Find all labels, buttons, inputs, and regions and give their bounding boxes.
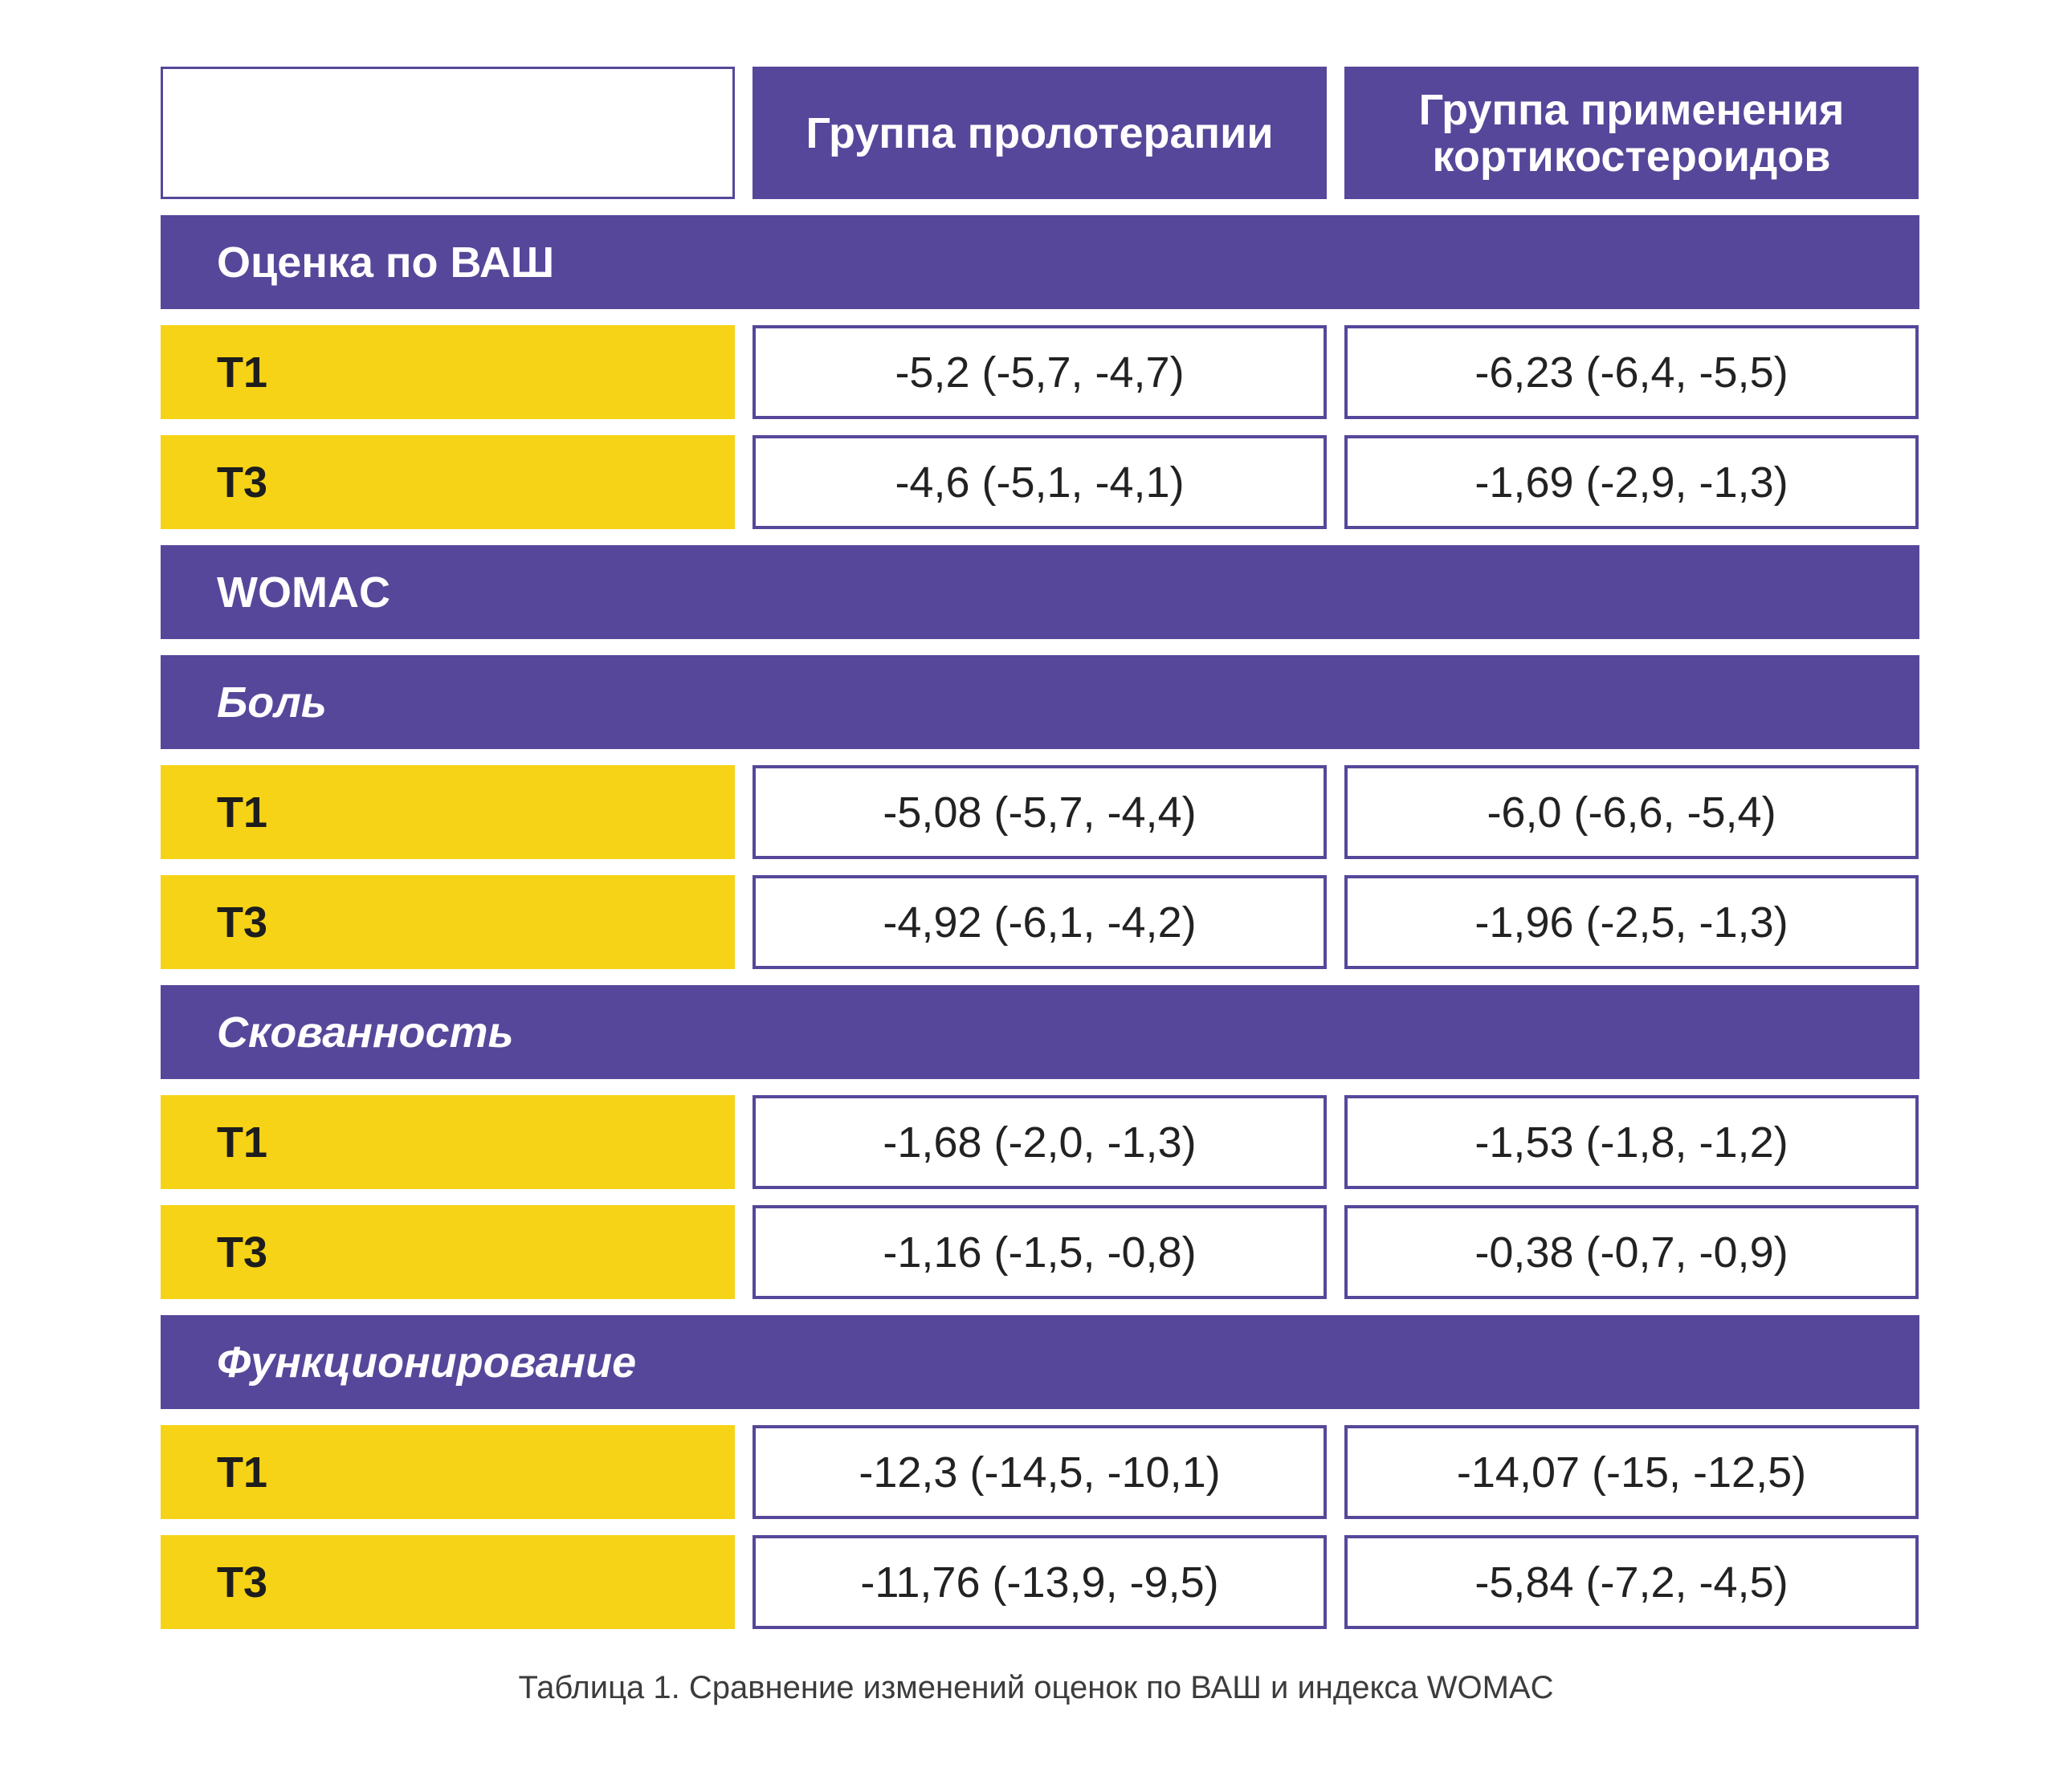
- section-womac: WOMAC: [161, 545, 1919, 639]
- subsection-stiffness: Скованность: [161, 985, 1919, 1079]
- comparison-table: [161, 67, 1919, 1645]
- header-empty-cell: [161, 67, 735, 199]
- table-row: [161, 325, 1919, 419]
- row-label: Т1: [161, 1425, 735, 1519]
- row-label: Т3: [161, 1205, 735, 1299]
- value-cell-corticosteroid: -5,84 (-7,2, -4,5): [1344, 1535, 1919, 1629]
- table-row: [161, 875, 1919, 969]
- value-cell-corticosteroid: -6,23 (-6,4, -5,5): [1344, 325, 1919, 419]
- value-cell-prolotherapy: -4,92 (-6,1, -4,2): [753, 875, 1327, 969]
- value-cell-prolotherapy: -4,6 (-5,1, -4,1): [753, 435, 1327, 529]
- value-cell-corticosteroid: -1,69 (-2,9, -1,3): [1344, 435, 1919, 529]
- value-cell-prolotherapy: -12,3 (-14,5, -10,1): [753, 1425, 1327, 1519]
- section-vas: Оценка по ВАШ: [161, 215, 1919, 309]
- value-cell-corticosteroid: -1,96 (-2,5, -1,3): [1344, 875, 1919, 969]
- table-row: [161, 1205, 1919, 1299]
- row-label: Т3: [161, 875, 735, 969]
- section-row: [161, 985, 1919, 1079]
- subsection-pain: Боль: [161, 655, 1919, 749]
- value-cell-corticosteroid: -6,0 (-6,6, -5,4): [1344, 765, 1919, 859]
- table-header-row: [161, 67, 1919, 199]
- row-label: Т1: [161, 1095, 735, 1189]
- row-label: Т3: [161, 435, 735, 529]
- header-corticosteroid-group: Группа применения кортикостероидов: [1344, 67, 1919, 199]
- subsection-function: Функционирование: [161, 1315, 1919, 1409]
- header-prolotherapy-group: Группа пролотерапии: [753, 67, 1327, 199]
- value-cell-prolotherapy: -1,68 (-2,0, -1,3): [753, 1095, 1327, 1189]
- table-caption: Таблица 1. Сравнение изменений оценок по ВАШ и индекса WOMAC: [518, 1670, 1554, 1705]
- table-row: [161, 435, 1919, 529]
- table-row: [161, 1095, 1919, 1189]
- row-label: Т1: [161, 325, 735, 419]
- table-row: [161, 765, 1919, 859]
- section-row: [161, 1315, 1919, 1409]
- value-cell-corticosteroid: -0,38 (-0,7, -0,9): [1344, 1205, 1919, 1299]
- section-row: [161, 545, 1919, 639]
- value-cell-prolotherapy: -5,08 (-5,7, -4,4): [753, 765, 1327, 859]
- value-cell-corticosteroid: -14,07 (-15, -12,5): [1344, 1425, 1919, 1519]
- value-cell-prolotherapy: -11,76 (-13,9, -9,5): [753, 1535, 1327, 1629]
- table-row: [161, 1535, 1919, 1629]
- section-row: [161, 655, 1919, 749]
- value-cell-corticosteroid: -1,53 (-1,8, -1,2): [1344, 1095, 1919, 1189]
- section-row: [161, 215, 1919, 309]
- row-label: Т3: [161, 1535, 735, 1629]
- row-label: Т1: [161, 765, 735, 859]
- value-cell-prolotherapy: -5,2 (-5,7, -4,7): [753, 325, 1327, 419]
- table-row: [161, 1425, 1919, 1519]
- value-cell-prolotherapy: -1,16 (-1,5, -0,8): [753, 1205, 1327, 1299]
